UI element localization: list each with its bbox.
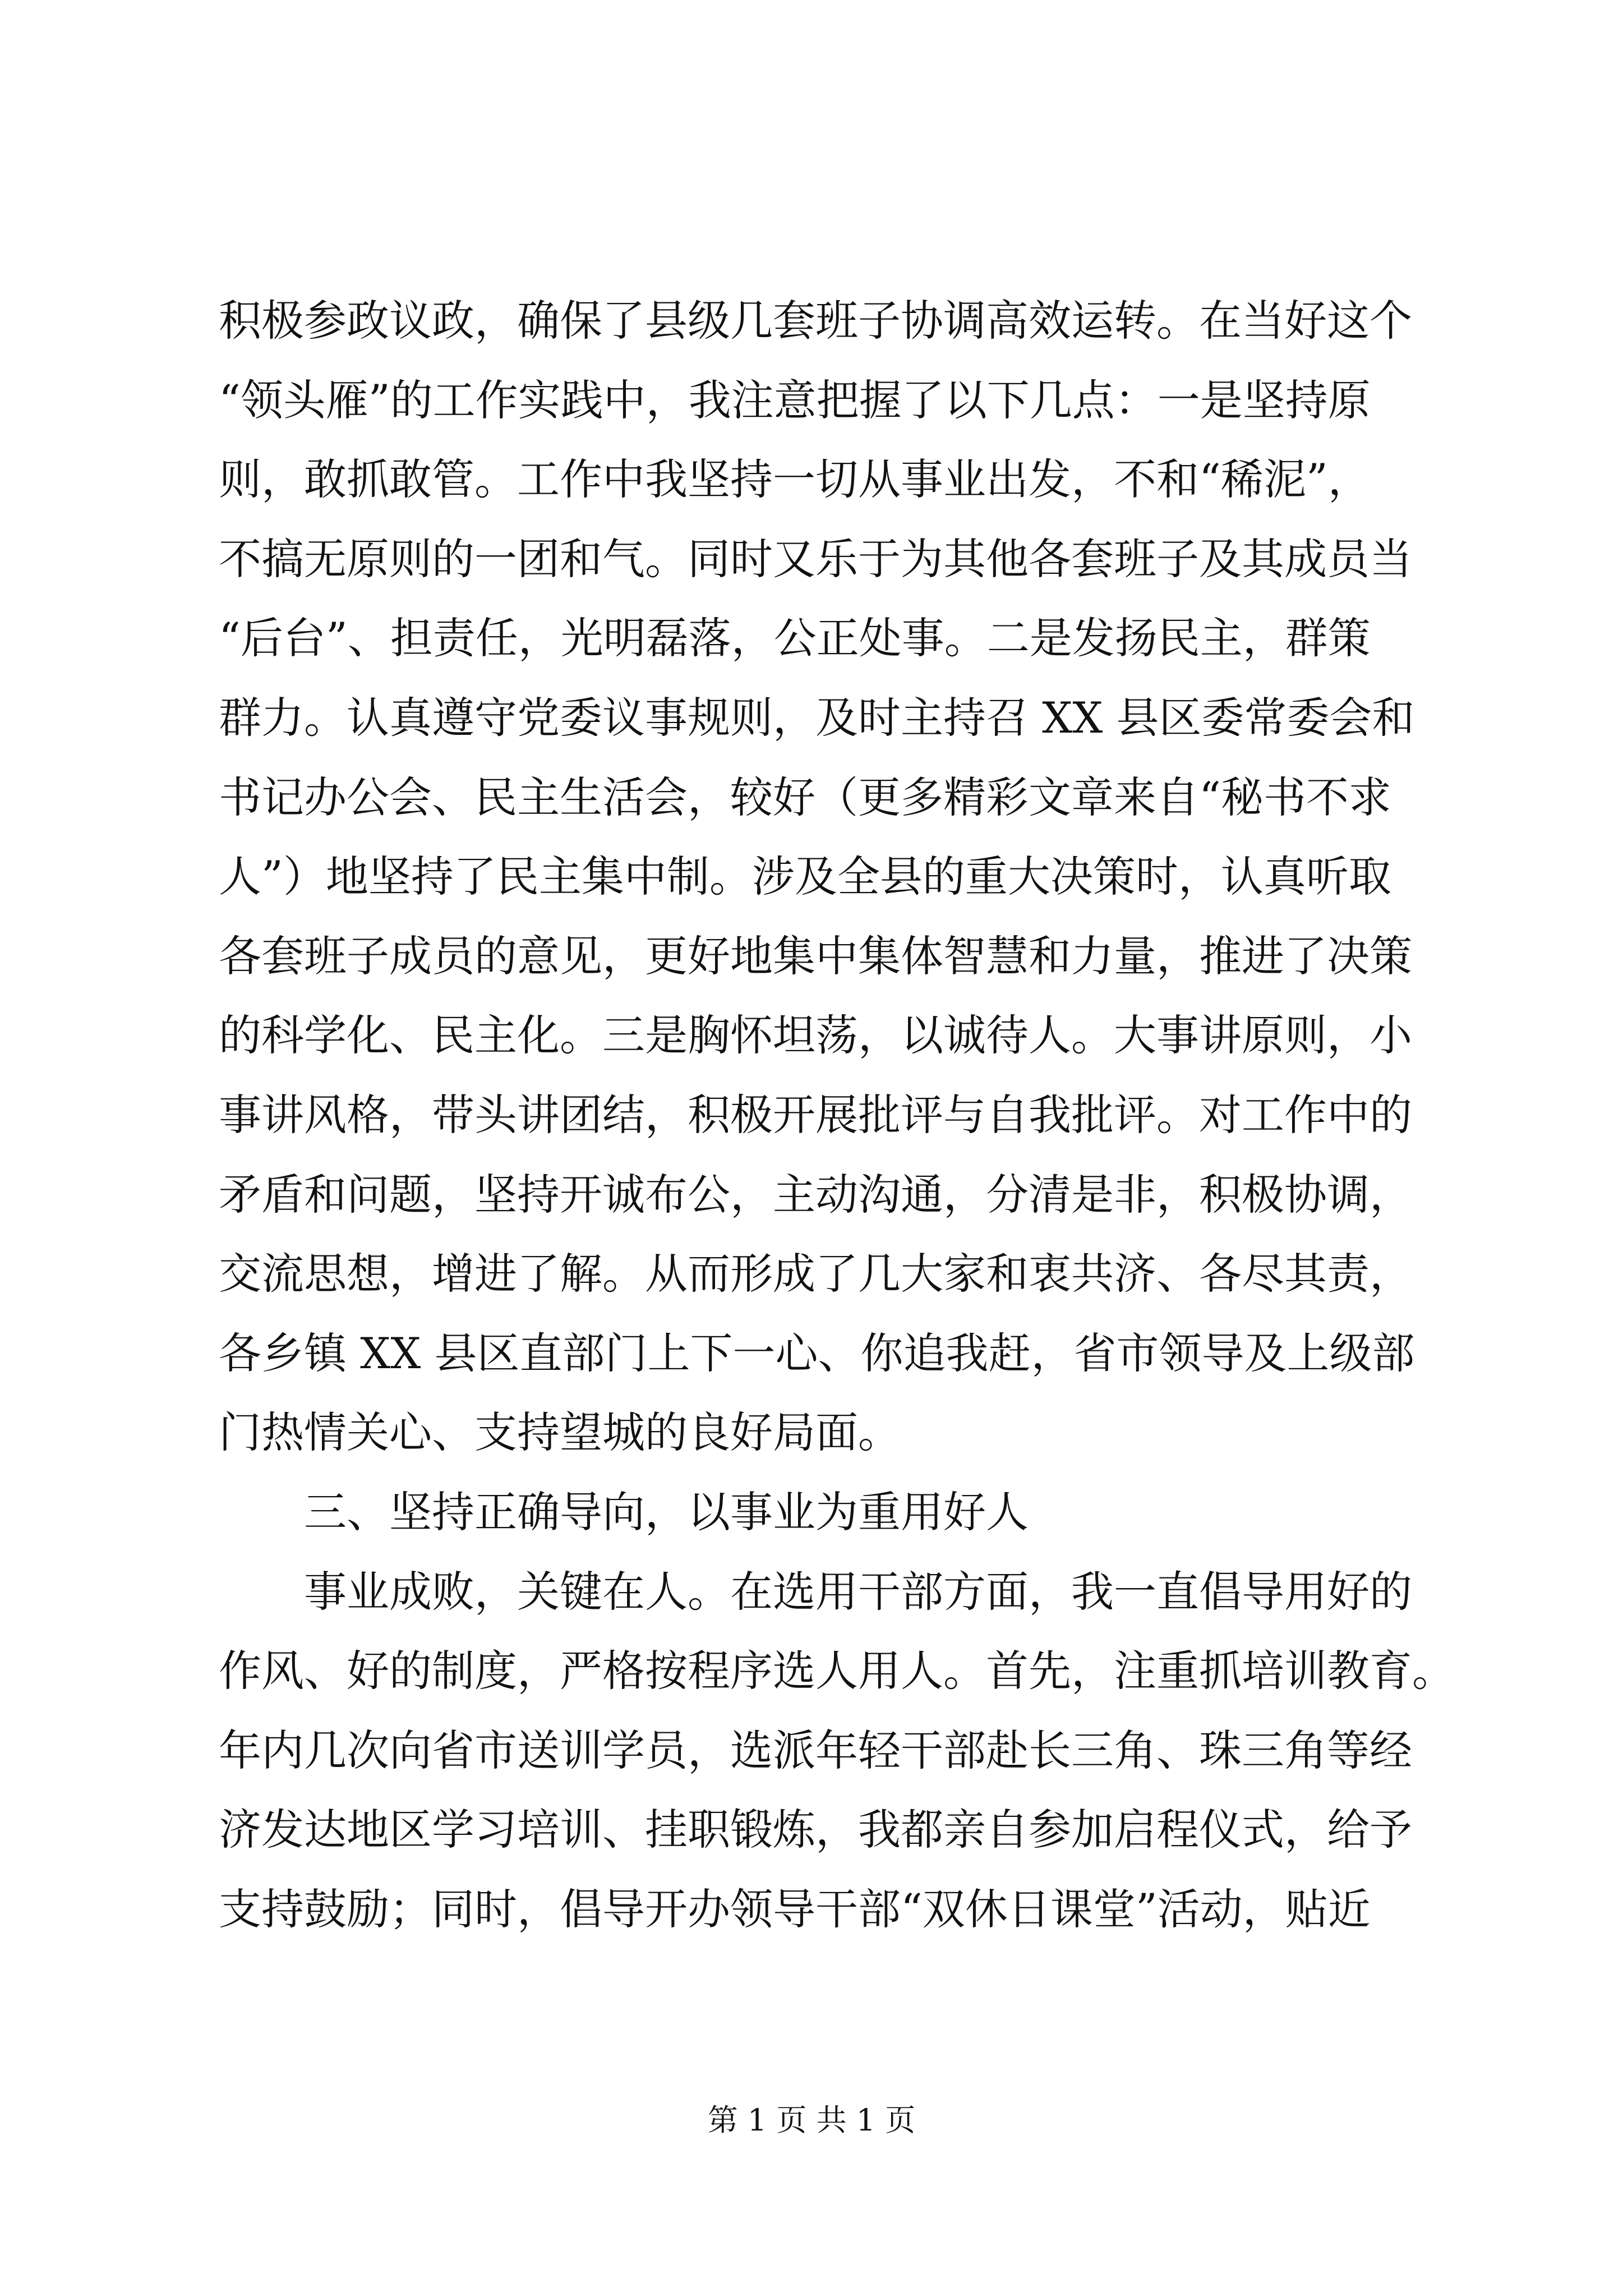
text-line: 群力。认真遵守党委议事规则，及时主持召 XX 县区委常委会和 [219,692,1415,743]
text-line: 书记办公会、民主生活会，较好（更多精彩文章来自“秘书不求 [219,772,1391,822]
text-line: 积极参政议政，确保了县级几套班子协调高效运转。在当好这个 [219,296,1412,346]
body-text [219,293,1455,1961]
text-line: 作风、好的制度，严格按程序选人用人。首先，注重抓培训教育。 [219,1646,1455,1696]
text-line: “后台”、担责任，光明磊落，公正处事。二是发扬民主，群策 [219,613,1371,664]
text-line: 则，敢抓敢管。工作中我坚持一切从事业出发，不和“稀泥”， [219,454,1371,505]
text-line: 人”）地坚持了民主集中制。涉及全县的重大决策时，认真听取 [219,852,1391,902]
text-line: 济发达地区学习培训、挂职锻炼，我都亲自参加启程仪式，给予 [219,1805,1412,1855]
page-number-label: 第 1 页 共 1 页 [707,2102,916,2138]
text-line: “领头雁”的工作实践中，我注意把握了以下几点：一是坚持原 [219,375,1371,425]
section-heading: 三、坚持正确导向，以事业为重用好人 [219,1487,1029,1537]
text-line: 支持鼓励；同时，倡导开办领导干部“双休日课堂”活动，贴近 [219,1884,1371,1934]
text-line: 交流思想，增进了解。从而形成了几大家和衷共济、各尽其责， [219,1249,1412,1299]
page-footer [0,2098,1623,2143]
text-line: 事讲风格，带头讲团结，积极开展批评与自我批评。对工作中的 [219,1089,1412,1140]
text-line: 门热情关心、支持望城的良好局面。 [219,1407,901,1458]
text-line: 事业成败，关键在人。在选用干部方面，我一直倡导用好的 [219,1566,1412,1617]
text-line: 年内几次向省市送训学员，选派年轻干部赴长三角、珠三角等经 [219,1725,1412,1775]
text-line: 各乡镇 XX 县区直部门上下一心、你追我赶，省市领导及上级部 [219,1328,1415,1378]
text-line: 矛盾和问题，坚持开诚布公，主动沟通，分清是非，积极协调， [219,1169,1412,1220]
text-line: 不搞无原则的一团和气。同时又乐于为其他各套班子及其成员当 [219,533,1412,584]
text-line: 各套班子成员的意见，更好地集中集体智慧和力量，推进了决策 [219,931,1412,981]
text-line: 的科学化、民主化。三是胸怀坦荡，以诚待人。大事讲原则，小 [219,1010,1412,1061]
